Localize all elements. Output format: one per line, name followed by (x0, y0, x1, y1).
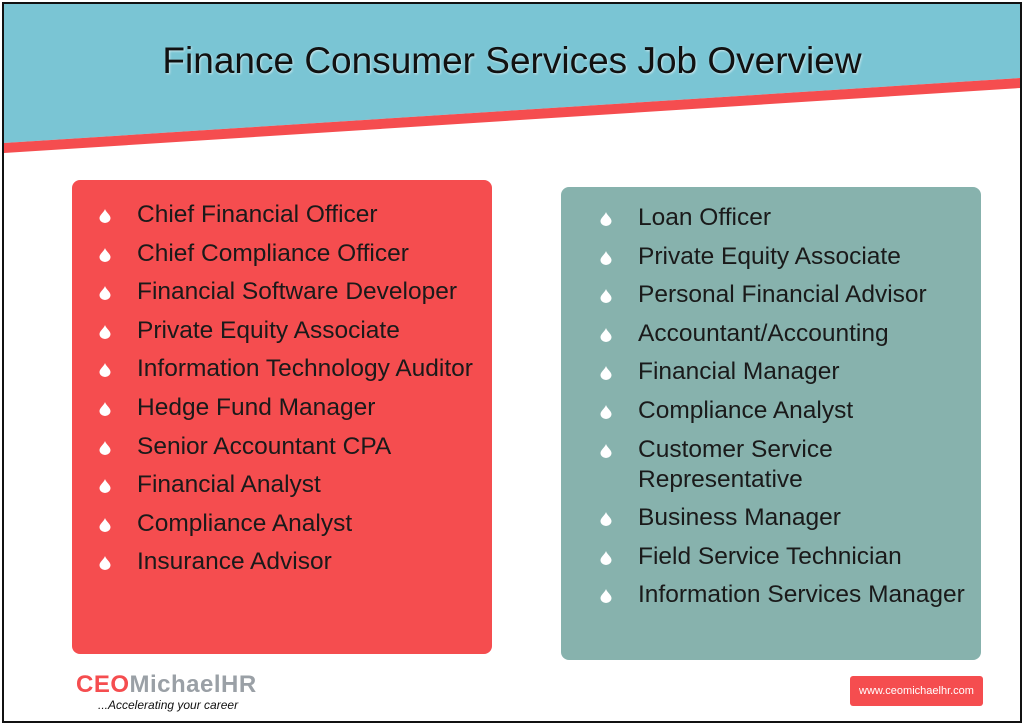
job-title: Personal Financial Advisor (638, 281, 927, 309)
drop-icon (599, 551, 613, 565)
job-list-item (92, 547, 487, 577)
brand-logo (76, 672, 276, 716)
job-list-item (92, 239, 487, 269)
job-list-item (593, 357, 973, 387)
job-title: Accountant/Accounting (638, 319, 889, 347)
drop-icon (98, 518, 112, 532)
job-list-item (92, 509, 487, 539)
drop-icon (599, 444, 613, 458)
job-title: Chief Compliance Officer (137, 239, 409, 267)
logo-part-ceo: CEO (76, 671, 130, 698)
drop-icon (599, 251, 613, 265)
slide-frame (2, 2, 1022, 723)
left-job-list (92, 200, 487, 586)
drop-icon (599, 512, 613, 526)
job-title: Financial Manager (638, 358, 840, 386)
job-title: Business Manager (638, 504, 841, 532)
job-list-item (92, 470, 487, 500)
job-title: Private Equity Associate (638, 242, 901, 270)
logo-part-michaelhr: MichaelHR (129, 671, 257, 698)
job-title: Compliance Analyst (137, 509, 353, 537)
job-title: Chief Financial Officer (137, 201, 378, 228)
job-title: Private Equity Associate (137, 316, 400, 344)
job-title: Insurance Advisor (137, 548, 332, 576)
job-list-item (593, 396, 973, 426)
left-jobs-panel (72, 180, 492, 654)
drop-icon (599, 405, 613, 419)
job-title: Financial Software Developer (137, 278, 458, 306)
job-title: Compliance Analyst (638, 396, 854, 424)
job-title: Loan Officer (638, 204, 772, 231)
job-title: Financial Analyst (137, 471, 321, 499)
page-title: Finance Consumer Services Job Overview (162, 40, 862, 81)
job-list-item (92, 393, 487, 423)
right-jobs-panel (561, 187, 981, 660)
job-list-item (92, 432, 487, 462)
logo-tagline: ...Accelerating your career (98, 698, 239, 712)
drop-icon (98, 363, 112, 377)
drop-icon (599, 366, 613, 380)
website-url-badge[interactable]: www.ceomichaelhr.com (850, 676, 983, 706)
job-list-item (593, 319, 973, 349)
job-list-item (92, 277, 487, 307)
job-list-item (593, 242, 973, 272)
drop-icon (599, 212, 613, 226)
drop-icon (98, 209, 112, 223)
job-list-item (593, 280, 973, 310)
drop-icon (98, 325, 112, 339)
job-title: Customer Service Representative (638, 435, 833, 493)
job-list-item (593, 503, 973, 533)
job-list-item (92, 316, 487, 346)
drop-icon (98, 248, 112, 262)
drop-icon (599, 328, 613, 342)
drop-icon (599, 589, 613, 603)
logo-wordmark (76, 672, 276, 698)
job-title: Field Service Technician (638, 542, 902, 570)
right-job-list (593, 203, 973, 619)
job-list-item (593, 580, 973, 610)
job-list-item (593, 542, 973, 572)
drop-icon (599, 289, 613, 303)
job-title: Senior Accountant CPA (137, 432, 392, 460)
job-list-item (593, 203, 973, 233)
job-title: Information Services Manager (638, 581, 965, 609)
drop-icon (98, 402, 112, 416)
drop-icon (98, 441, 112, 455)
drop-icon (98, 286, 112, 300)
drop-icon (98, 556, 112, 570)
job-title: Information Technology Auditor (137, 355, 473, 383)
job-list-item (92, 200, 487, 230)
job-list-item (92, 354, 487, 384)
job-title: Hedge Fund Manager (137, 393, 376, 421)
drop-icon (98, 479, 112, 493)
job-list-item (593, 435, 973, 495)
